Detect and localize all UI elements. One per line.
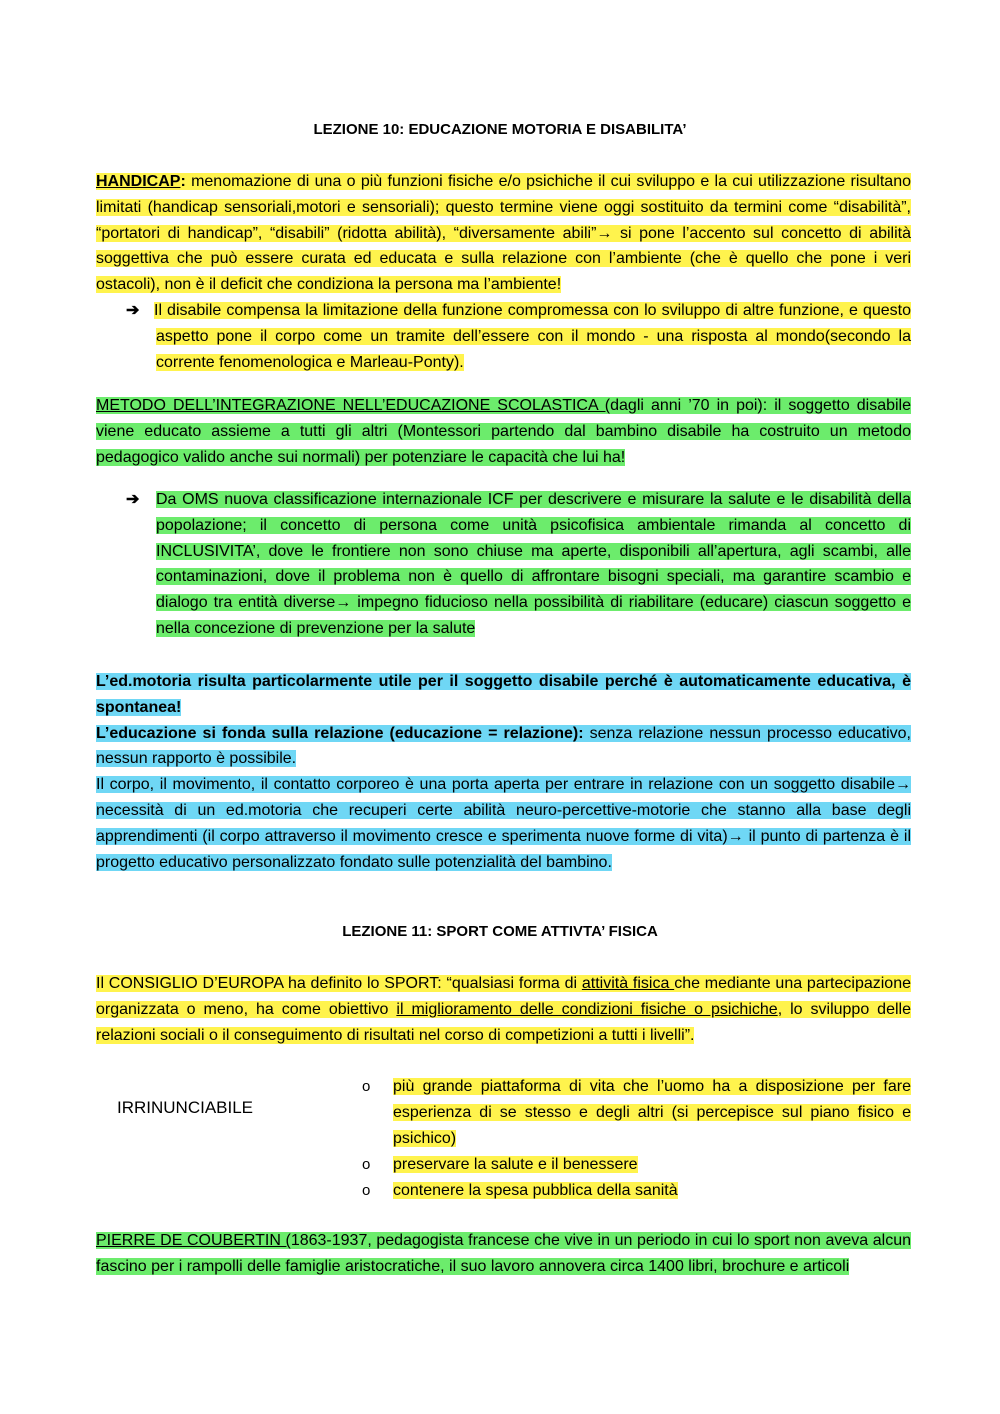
arrow-right-icon: ➔ — [126, 491, 140, 508]
circle-bullet-icon: o — [362, 1156, 371, 1173]
metodo-term: METODO DELL’INTEGRAZIONE NELL’EDUCAZIONE SCOLASTICA ( — [96, 397, 611, 414]
edmotoria-paragraph: L’ed.motoria risulta particolarmente utile per il soggetto disabile perché è automaticamente educativa, è spontanea! L’educazione si fonda sulla relazione (educazione = relazione): senza relazione nessun processo educativo, nessun rapporto è possibile. Il corpo, il movimento, il contatto corporeo è una porta aperta per entrare in relazione con un soggetto disabile→ necessità di un ed.motoria che recuperi certe abilità neuro-percettive-motorie che stanno alla base degli apprendimenti (il corpo attraverso il movimento cresce e sperimenta nuove forme di vita)→ il punto di partenza è il progetto educativo personalizzato fondato sulle potenzialità del bambino. — [96, 673, 911, 871]
lesson11-title: LEZIONE 11: SPORT COME ATTIVTA’ FISICA — [342, 923, 658, 940]
list-item: più grande piattaforma di vita che l’uomo ha a disposizione per fare esperienza di se stesso e degli altri (si percepisce sul piano fisico e psichico) — [393, 1078, 911, 1147]
circle-bullet-icon: o — [362, 1078, 371, 1095]
handicap-definition: menomazione di una o più funzioni fisiche e/o psichiche il cui sviluppo e la cui utilizzazione risultano limitati (handicap sensoriali,motori e sensoriali); questo termine viene oggi sostituito da termini come “disabilità”, “portatori di handicap”, “disabili” (ridotta abilità), “diversamente abili”→ si pone l’accento sul concetto di abilità soggettiva che può essere curata ed educata e sulla relazione con l’ambiente (che è quello che pone i veri ostacoli), non è il deficit che condiziona la persona ma l’ambiente! — [96, 173, 911, 294]
handicap-term: HANDICAP — [96, 173, 181, 190]
bullet-oms-icf: Da OMS nuova classificazione internazionale ICF per descrivere e misurare la salute e le disabilità della popolazione; il concetto di persona come unità psicofisica ambientale rimanda al concetto di INCLUSIVITA’, dove le frontiere non sono chiuse ma aperte, disponibili all’apertura, agli scambi, alle contaminazioni, dove il problema non è quello di affrontare bisogni speciali, ma garantire scambio e dialogo tra entità diverse→ impegno fiducioso nella possibilità di riabilitare (educare) ciascun soggetto e nella concezione di prevenzione per la salute — [156, 491, 911, 637]
list-item: contenere la spesa pubblica della sanità — [393, 1182, 678, 1199]
coubertin-paragraph: PIERRE DE COUBERTIN (1863-1937, pedagogista francese che vive in un periodo in cui lo sport non aveva alcun fascino per i rampolli delle famiglie aristocratiche, il suo lavoro annovera circa 1400 libri, brochure e articoli — [96, 1232, 911, 1275]
handicap-paragraph: HANDICAP: menomazione di una o più funzioni fisiche e/o psichiche il cui sviluppo e la cui utilizzazione risultano limitati (handicap sensoriali,motori e sensoriali); questo termine viene oggi sostituito da termini come “disabilità”, “portatori di handicap”, “disabili” (ridotta abilità), “diversamente abili”→ si pone l’accento sul concetto di abilità soggettiva che può essere curata ed educata e sulla relazione con l’ambiente (che è quello che pone i veri ostacoli), non è il deficit che condiziona la persona ma l’ambiente! — [96, 173, 911, 294]
list-item: preservare la salute e il benessere — [393, 1156, 638, 1173]
circle-bullet-icon: o — [362, 1182, 371, 1199]
relazione-heading: L’educazione si fonda sulla relazione (educazione = relazione): — [96, 724, 584, 742]
lesson10-title: LEZIONE 10: EDUCAZIONE MOTORIA E DISABILITA’ — [313, 121, 687, 138]
irrinunciabile-label: IRRINUNCIABILE — [117, 1098, 254, 1117]
coubertin-term: PIERRE DE COUBERTIN ( — [96, 1232, 291, 1249]
bullet-disabile-compensa: Il disabile compensa la limitazione della funzione compromessa con lo sviluppo di altre funzione, e questo aspetto pone il corpo come un tramite dell’essere con il mondo - una risposta al mondo(secondo la corrente fenomenologica e Marleau-Ponty). — [154, 302, 911, 371]
corpo-text: Il corpo, il movimento, il contatto corporeo è una porta aperta per entrare in relazione con un soggetto disabile→ necessità di un ed.motoria che recuperi certe abilità neuro-percettive-motorie che stanno alla base degli apprendimenti (il corpo attraverso il movimento cresce e sperimenta nuove forme di vita)→ il punto di partenza è il progetto educativo personalizzato fondato sulle potenzialità del bambino. — [96, 776, 911, 871]
metodo-paragraph: METODO DELL’INTEGRAZIONE NELL’EDUCAZIONE SCOLASTICA (dagli anni ’70 in poi): il soggetto disabile viene educato assieme a tutti gli altri (Montessori partendo dal bambino disabile ha costruito un metodo pedagogico valido anche sui normali) per potenziare le capacità che lui ha! — [96, 397, 912, 466]
arrow-right-icon: ➔ — [126, 302, 140, 319]
consiglio-paragraph: Il CONSIGLIO D’EUROPA ha definito lo SPORT: “qualsiasi forma di attività fisica che mediante una partecipazione organizzata o meno, ha come obiettivo il miglioramento delle condizioni fisiche o psichiche, lo sviluppo delle relazioni sociali o il conseguimento di risultati nel corso di competizioni a tutti i livelli”. — [96, 975, 911, 1044]
